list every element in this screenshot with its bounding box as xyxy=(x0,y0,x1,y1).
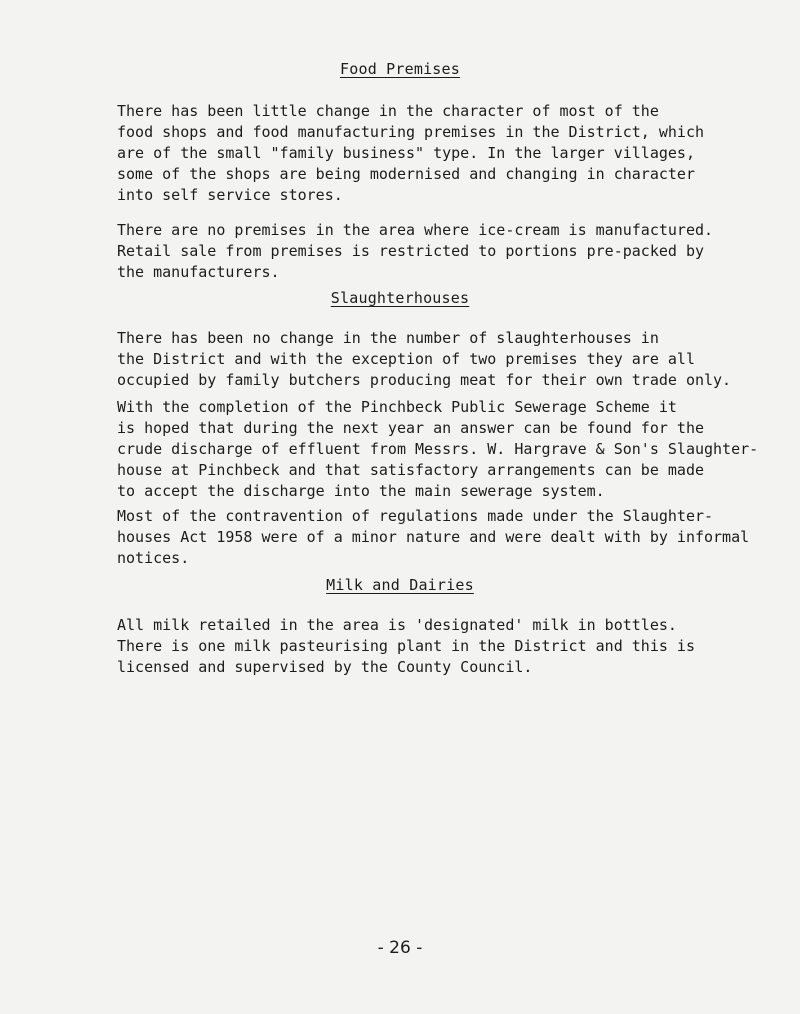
text-line: All milk retailed in the area is 'designated' milk in bottles. xyxy=(117,616,677,634)
text-line: house at Pinchbeck and that satisfactory arrangements can be made xyxy=(117,461,704,479)
text-line: is hoped that during the next year an answer can be found for the xyxy=(117,419,704,437)
text-line: There are no premises in the area where ice-cream is manufactured. xyxy=(117,221,714,239)
text-line: are of the small "family business" type. In the larger villages, xyxy=(117,144,695,162)
text-line: There has been little change in the character of most of the xyxy=(117,102,659,120)
heading-food-premises: Food Premises xyxy=(340,60,460,78)
paragraph-contraventions xyxy=(117,506,792,569)
text-line: There has been no change in the number of slaughterhouses in xyxy=(117,329,659,347)
text-line: food shops and food manufacturing premises in the District, which xyxy=(117,123,704,141)
text-line: crude discharge of effluent from Messrs. W. Hargrave & Son's Slaughter- xyxy=(117,440,759,458)
text-line: Retail sale from premises is restricted to portions pre-packed by xyxy=(117,242,704,260)
heading-slaughterhouses: Slaughterhouses xyxy=(330,289,470,307)
text-line: Most of the contravention of regulations made under the Slaughter- xyxy=(117,507,714,525)
text-line: occupied by family butchers producing meat for their own trade only. xyxy=(117,371,732,389)
heading-milk-and-dairies: Milk and Dairies xyxy=(326,576,474,594)
paragraph-sewerage-scheme xyxy=(117,397,792,502)
paragraph-ice-cream xyxy=(117,220,792,283)
text-line: There is one milk pasteurising plant in the District and this is xyxy=(117,637,695,655)
text-line: the manufacturers. xyxy=(117,263,280,281)
text-line: into self service stores. xyxy=(117,186,343,204)
text-line: With the completion of the Pinchbeck Public Sewerage Scheme it xyxy=(117,398,677,416)
text-line: notices. xyxy=(117,549,190,567)
page-number: - 26 - xyxy=(377,938,423,958)
text-line: to accept the discharge into the main sewerage system. xyxy=(117,482,605,500)
text-line: some of the shops are being modernised and changing in character xyxy=(117,165,695,183)
text-line: houses Act 1958 were of a minor nature and were dealt with by informal xyxy=(117,528,750,546)
paragraph-milk xyxy=(117,615,792,678)
text-line: the District and with the exception of two premises they are all xyxy=(117,350,695,368)
paragraph-food-shops xyxy=(117,101,792,206)
text-line: licensed and supervised by the County Council. xyxy=(117,658,533,676)
paragraph-slaughterhouse-numbers xyxy=(117,328,792,391)
